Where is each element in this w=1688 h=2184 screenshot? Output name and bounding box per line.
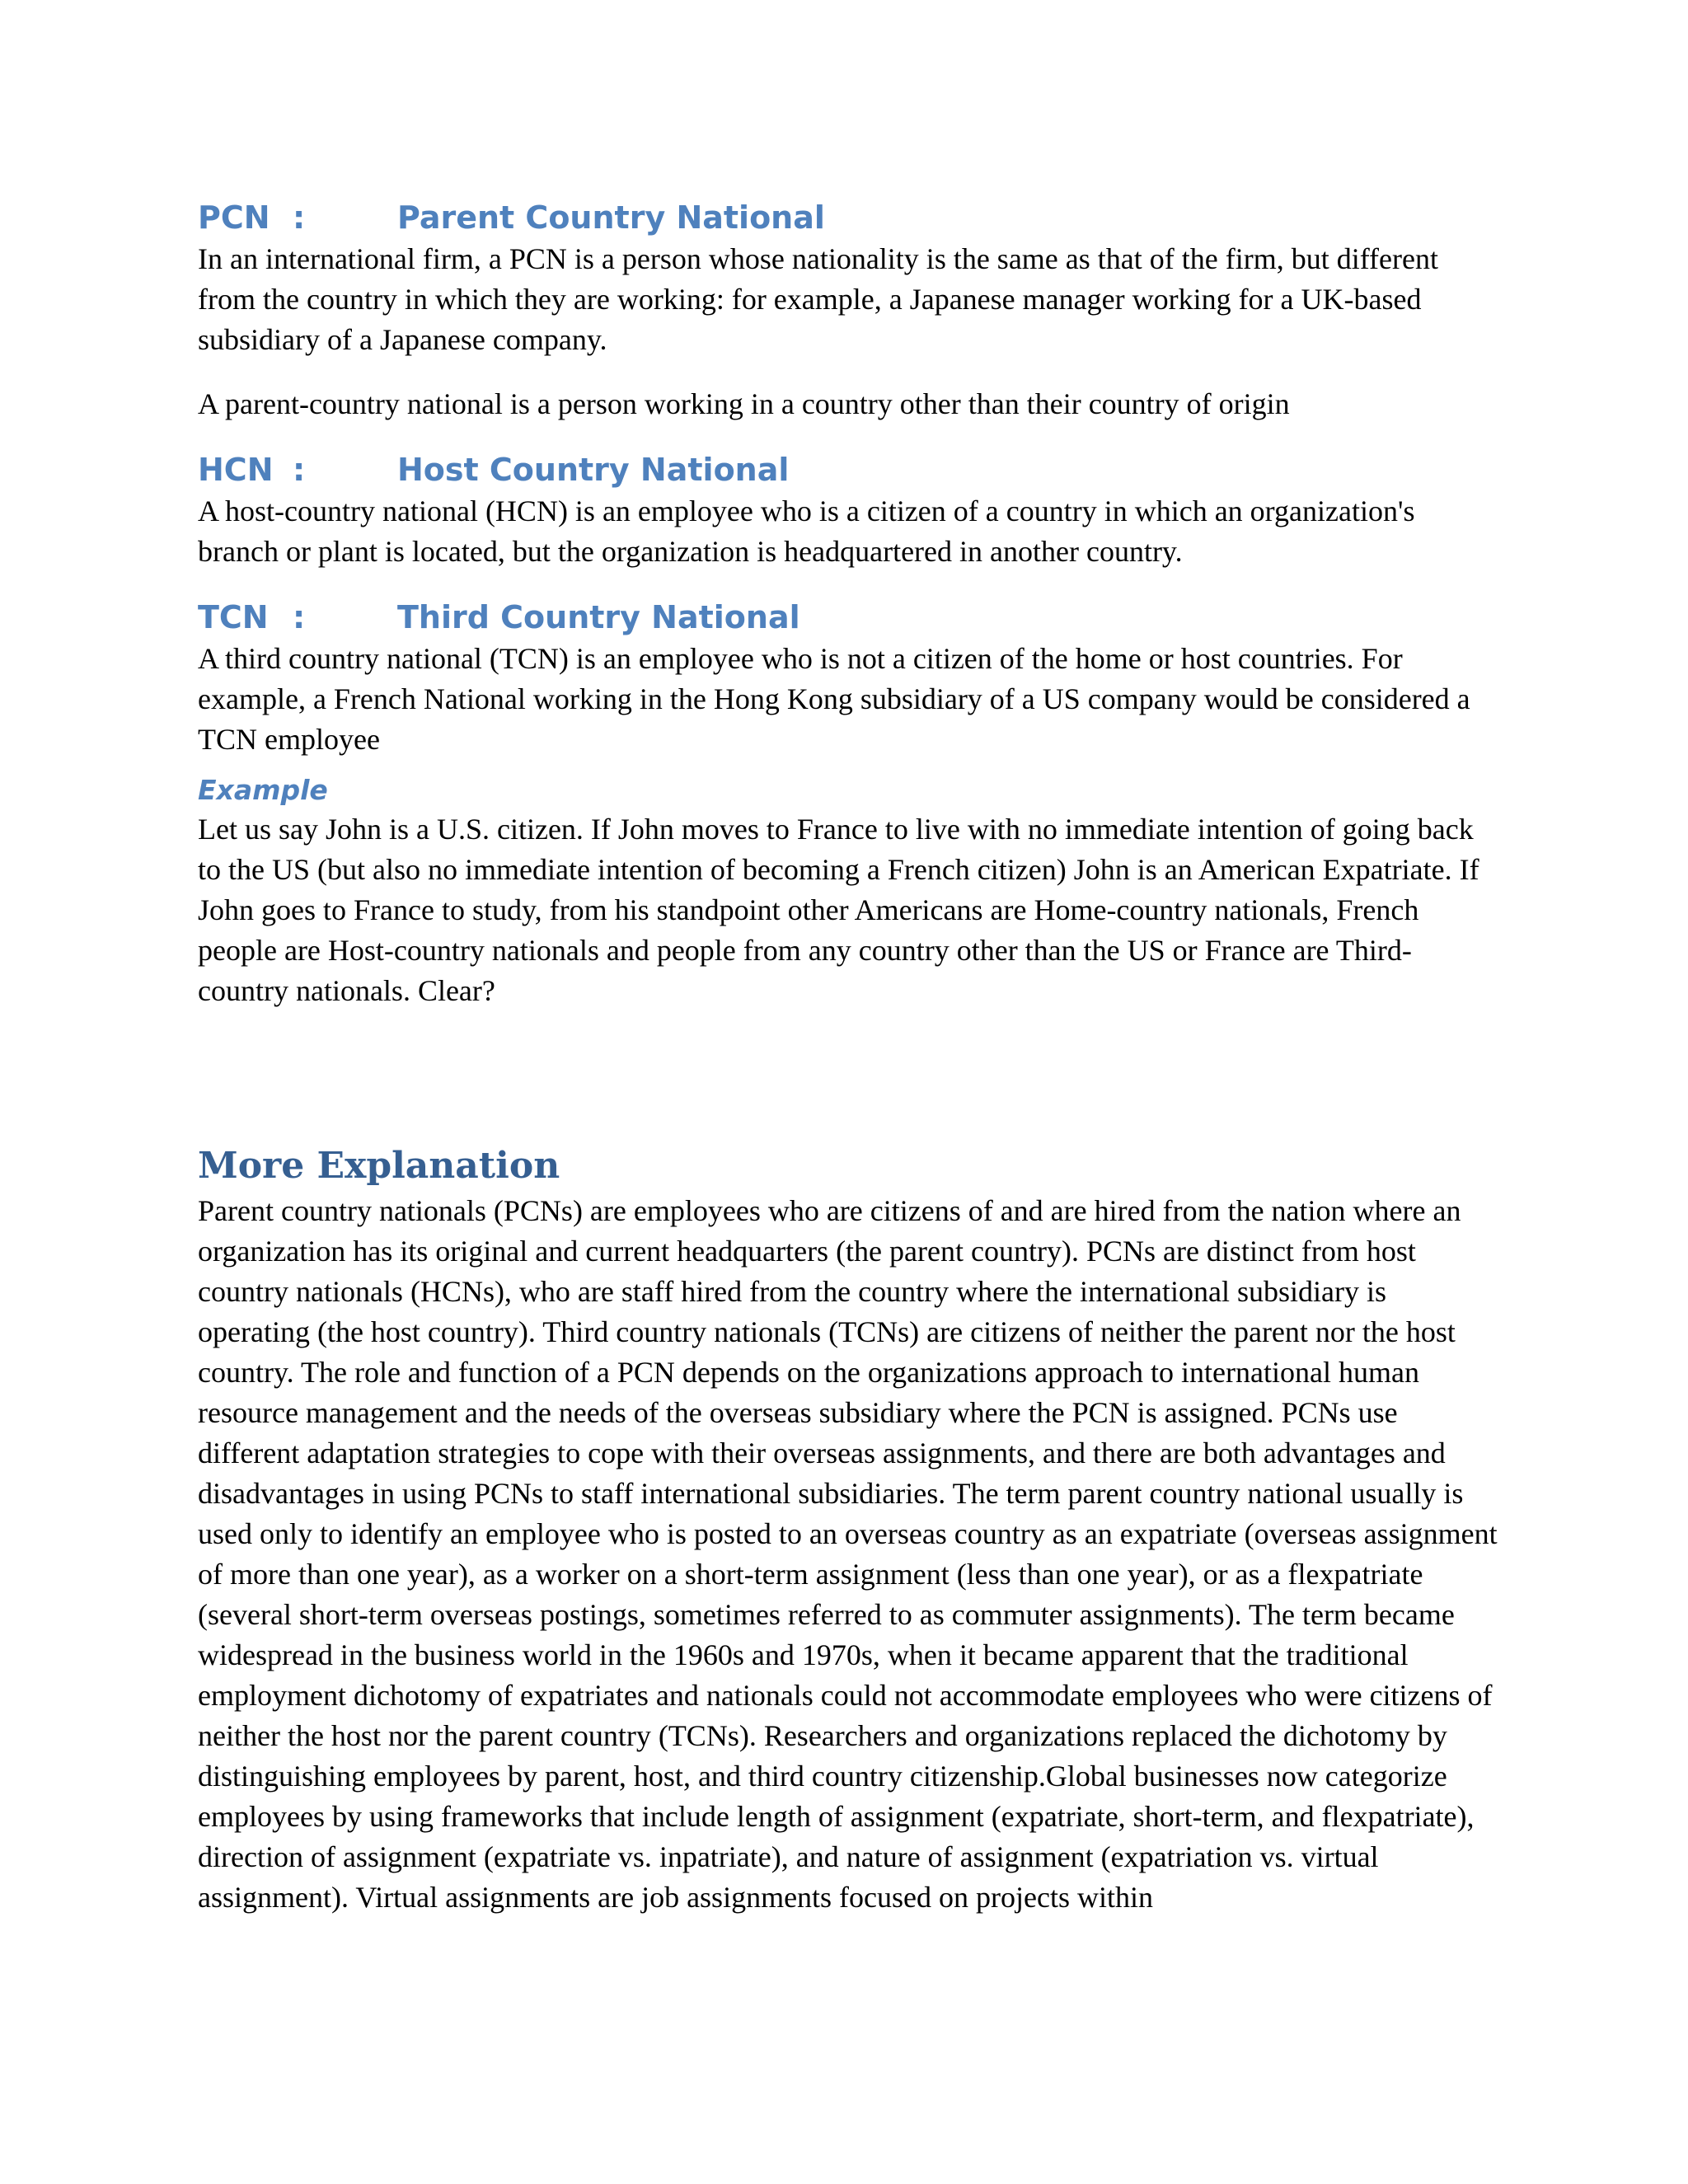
more-explanation-title: More Explanation: [198, 1145, 560, 1187]
hcn-heading: [198, 448, 1500, 491]
hcn-abbreviation: HCN: [198, 452, 274, 488]
tcn-definition: A third country national (TCN) is an employee who is not a citizen of the home or host countries. For example, a French National working in the Hong Kong subsidiary of a US company would be considered a TCN employee: [198, 642, 1470, 756]
tcn-title: Third Country National: [397, 599, 800, 635]
heading-colon: :: [293, 599, 306, 635]
pcn-heading: [198, 196, 1500, 239]
more-explanation-text: Parent country nationals (PCNs) are employees who are citizens of and are hired from the nation where an organization has its original and current headquarters (the parent country). PCNs are distinct from host country nationals (HCNs), who are staff hired from the country where the international subsidiary is operating (the host country). Third country nationals (TCNs) are citizens of neither the parent nor the host country. The role and function of a PCN depends on the organizations approach to international human resource management and the needs of the overseas subsidiary where the PCN is assigned. PCNs use different adaptation strategies to cope with their overseas assignments, and there are both advantages and disadvantages in using PCNs to staff international subsidiaries. The term parent country national usually is used only to identify an employee who is posted to an overseas country as an expatriate (overseas assignment of more than one year), as a worker on a short-term assignment (less than one year), or as a flexpatriate (several short-term overseas postings, sometimes referred to as commuter assignments). The term became widespread in the business world in the 1960s and 1970s, when it became apparent that the traditional employment dichotomy of expatriates and nationals could not accommodate employees who were citizens of neither the host nor the parent country (TCNs). Researchers and organizations replaced the dichotomy by distinguishing employees by parent, host, and third country citizenship.Global businesses now categorize employees by using frameworks that include length of assignment (expatriate, short-term, and flexpatriate), direction of assignment (expatriate vs. inpatriate), and nature of assignment (expatriation vs. virtual assignment). Virtual assignments are job assignments focused on projects within: [198, 1194, 1498, 1914]
tcn-heading: [198, 596, 1500, 639]
heading-colon: :: [293, 199, 306, 236]
tcn-abbreviation: TCN: [198, 599, 269, 635]
pcn-definition: In an international firm, a PCN is a person whose nationality is the same as that of the firm, but different from the country in which they are working: for example, a Japanese manager working for a UK-based subsidiary of a Japanese company.: [198, 242, 1438, 356]
pcn-title: Parent Country National: [397, 199, 825, 236]
hcn-title: Host Country National: [397, 452, 790, 488]
pcn-summary: A parent-country national is a person working in a country other than their country of origin: [198, 387, 1290, 420]
document-page: [198, 196, 1500, 1918]
hcn-definition: A host-country national (HCN) is an employee who is a citizen of a country in which an organization's branch or plant is located, but the organization is headquartered in another country.: [198, 494, 1415, 568]
pcn-abbreviation: PCN: [198, 199, 270, 236]
example-label: Example: [198, 774, 328, 806]
example-text: Let us say John is a U.S. citizen. If John moves to France to live with no immediate intention of going back to the US (but also no immediate intention of becoming a French citizen) John is an American Expatriate. If John goes to France to study, from his standpoint other Americans are Home-country nationals, French people are Host-country nationals and people from any country other than the US or France are Third-country nationals. Clear?: [198, 813, 1479, 1007]
heading-colon: :: [293, 452, 306, 488]
